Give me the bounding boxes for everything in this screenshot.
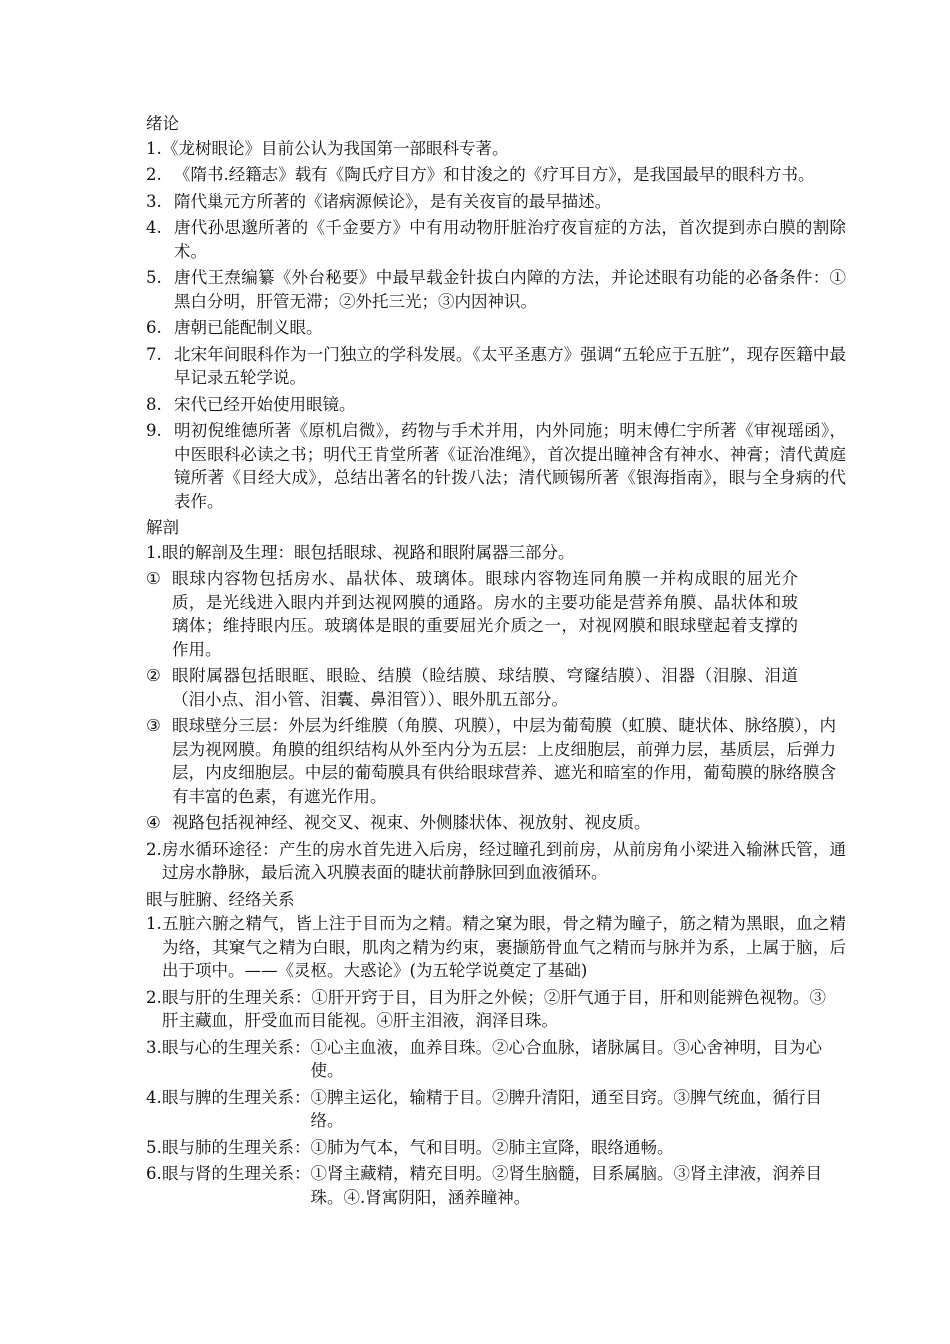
list-item [146,190,846,214]
item-number: 8. [146,394,162,414]
relation-item [146,1162,846,1209]
relation-text: ①心主血液，血养目珠。②心合血脉，诸脉属目。③心舍神明，目为心使。 [310,1037,822,1080]
item-number: 3. [146,1037,162,1057]
item-text: 明初倪维德所著《原机启微》，药物与手术并用，内外同施；明末傅仁宇所著《审视瑶函》，中医眼科必读之书；明代王肯堂所著《证治准绳》，首次提出瞳神含有神水、神膏；清代黄庭镜所著《目经大成》，总结出著名的针拨八法；清代顾锡所著《银海指南》，眼与全身病的代表作。 [174,421,846,511]
relation-label: 眼与肺的生理关系： [162,1137,311,1157]
relation-item [146,1136,846,1160]
item-text: 《龙树眼论》目前公认为我国第一部眼科专著。 [162,138,509,158]
item-number: 1. [146,914,162,933]
item-number: 5. [146,268,162,287]
list-item [146,714,846,808]
section-title-intro: 绪论 [146,114,179,133]
item-text: 房水循环途径：产生的房水首先进入后房，经过瞳孔到前房，从前房角小梁进入输淋氏管，通过房水静脉，最后流入巩膜表面的睫状前静脉回到血液循环。 [162,839,846,882]
relation-text: ①肾主藏精，精充目明。②肾生脑髓，目系属脑。③肾主津液，润养目珠。④.肾寓阴阳，涵养瞳神。 [310,1164,822,1207]
item-text: 视路包括视神经、视交叉、视束、外侧膝状体、视放射、视皮质。 [172,813,651,832]
list-item [146,541,846,565]
item-number: 4. [146,1087,162,1107]
list-item [146,419,846,513]
list-item [146,163,846,187]
item-text: 眼附属器包括眼眶、眼睑、结膜（睑结膜、球结膜、穹窿结膜）、泪器（泪腺、泪道（泪小点、泪小管、泪囊、鼻泪管））、眼外肌五部分。 [172,666,798,709]
item-text: 北宋年间眼科作为一门独立的学科发展。《太平圣惠方》强调“五轮应于五脏”，现存医籍中最早记录五轮学说。 [174,344,846,387]
item-text: 宋代已经开始使用眼镜。 [174,394,356,414]
document-page [146,112,846,1212]
item-number: ④ [146,813,161,832]
item-text: 眼球壁分三层：外层为纤维膜（角膜、巩膜），中层为葡萄膜（虹膜、睫状体、脉络膜），内层为视网膜。角膜的组织结构从外至内分为五层：上皮细胞层，前弹力层，基质层，后弹力层，内皮细胞层。中层的葡萄膜具有供给眼球营养、遮光和暗室的作用，葡萄膜的脉络膜含有丰富的色素，有遮光作用。 [172,716,836,806]
list-item [146,137,846,161]
item-number: 3. [146,191,162,211]
list-item [146,986,846,1033]
item-number: 2. [146,839,162,859]
item-text: 隋代巢元方所著的《诸病源候论》，是有关夜盲的最早描述。 [174,191,612,211]
item-number: 2. [146,987,162,1007]
item-number: 9. [146,421,162,440]
relation-label: 眼与脾的生理关系： [162,1087,311,1107]
item-number: 7. [146,344,162,364]
list-item [146,266,846,313]
item-text: 唐朝已能配制义眼。 [174,318,323,337]
relation-label: 眼与心的生理关系： [162,1037,311,1057]
item-number: 4. [146,218,162,237]
relation-text: ①脾主运化，输精于目。②脾升清阳，通至目窍。③脾气统血，循行目络。 [310,1087,822,1130]
item-text: 五脏六腑之精气，皆上注于目而为之精。精之窠为眼，骨之精为瞳子，筋之精为黑眼，血之精为络，其窠气之精为白眼，肌肉之精为约束，裹撷筋骨血气之精而与脉并为系，上属于脑，后出于项中。——《灵枢。大惑论》(为五轮学说奠定了基础) [162,914,846,980]
list-item [146,811,846,835]
item-text: 眼的解剖及生理：眼包括眼球、视路和眼附属器三部分。 [162,542,575,562]
item-text: 唐代孙思邈所著的《千金要方》中有用动物肝脏治疗夜盲症的方法，首次提到赤白膜的割除术。 [174,218,846,261]
item-number: 6. [146,318,162,337]
item-text: 眼与肝的生理关系：①肝开窍于目，目为肝之外候；②肝气通于目，肝和则能辨色视物。③肝主藏血，肝受血而目能视。④肝主泪液，润泽目珠。 [162,987,826,1030]
item-text: 眼球内容物包括房水、晶状体、玻璃体。眼球内容物连同角膜一并构成眼的屈光介质，是光线进入眼内并到达视网膜的通路。房水的主要功能是营养角膜、晶状体和玻璃体；维持眼内压。玻璃体是眼的重要屈光介质之一，对视网膜和眼球壁起着支撑的作用。 [172,569,798,659]
item-text: 《隋书.经籍志》载有《陶氏疗目方》和甘浚之的《疗耳目方》，是我国最早的眼科方书。 [174,165,815,184]
relation-item [146,1086,846,1133]
item-text: 唐代王焘编纂《外台秘要》中最早载金针拔白内障的方法，并论述眼有功能的必备条件：①黑白分明，肝管无滞；②外托三光；③内因神识。 [174,268,846,311]
relation-item [146,1036,846,1083]
item-number: 2. [146,165,162,184]
list-item [146,393,846,417]
item-number: 1. [146,138,162,158]
item-number: 6. [146,1164,162,1183]
list-item [146,567,846,661]
item-number: ① [146,569,161,588]
relation-text: ①肺为气本，气和目明。②肺主宣降，眼络通畅。 [310,1137,674,1157]
list-item [146,838,846,885]
item-number: 5. [146,1137,162,1157]
list-item [146,912,846,983]
item-number: ② [146,666,161,685]
item-number: 1. [146,542,162,562]
list-item [146,316,846,340]
list-item [146,343,846,390]
relation-label: 眼与肾的生理关系： [162,1164,311,1183]
list-item [146,216,846,263]
section-title-organs: 眼与脏腑、经络关系 [146,889,295,909]
list-item [146,664,846,711]
item-number: ③ [146,716,161,735]
section-title-anatomy: 解剖 [146,518,179,537]
